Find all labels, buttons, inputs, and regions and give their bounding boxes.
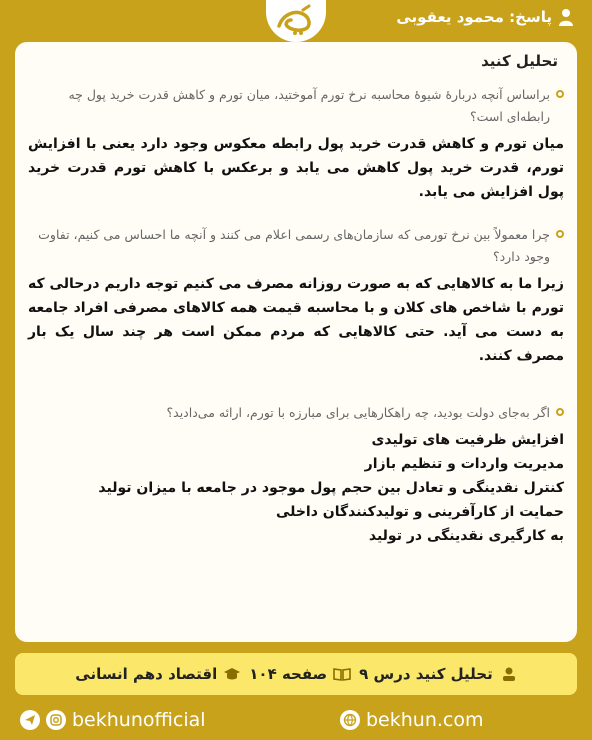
answer-author-label: پاسخ: محمود یعقوبی bbox=[396, 8, 552, 26]
footer bbox=[0, 705, 592, 740]
lesson-label: تحلیل کنید درس ۹ bbox=[359, 665, 493, 683]
question-text: براساس آنچه دربارۀ شیوۀ محاسبه نرخ تورم آموختید، میان تورم و کاهش قدرت خرید پول چه رابطه‌ای است؟ bbox=[68, 87, 550, 124]
answer-author bbox=[396, 8, 574, 26]
social-handle-suffix: official bbox=[142, 709, 206, 731]
social-handle[interactable] bbox=[20, 709, 206, 731]
instagram-icon bbox=[46, 710, 66, 730]
question-text: اگر به‌جای دولت بودید، چه راهکارهایی برای مبارزه با تورم، ارائه می‌دادید؟ bbox=[166, 405, 550, 420]
brand-logo bbox=[266, 0, 326, 42]
social-handle-prefix: bekhun bbox=[72, 709, 143, 731]
exercise-content bbox=[28, 52, 564, 548]
list-item: مدیریت واردات و تنظیم بازار bbox=[364, 456, 564, 472]
question-2 bbox=[28, 224, 564, 268]
page-label: صفحه ۱۰۴ bbox=[249, 665, 328, 683]
lesson-banner bbox=[15, 653, 577, 695]
website-link[interactable] bbox=[340, 709, 484, 731]
question-1 bbox=[28, 84, 564, 128]
bullet-icon bbox=[556, 230, 564, 238]
list-item: کنترل نقدینگی و تعادل بین حجم پول موجود در جامعه با میزان تولید bbox=[98, 480, 564, 496]
list-item: افزایش ظرفیت های تولیدی bbox=[371, 432, 564, 448]
answer-1: میان تورم و کاهش قدرت خرید پول رابطه معکوس وجود دارد یعنی با افزایش تورم، قدرت خرید پول کاهش می یابد و برعکس با کاهش تورم قدرت خرید پول افزایش می یابد. bbox=[28, 136, 564, 200]
question-text: چرا معمولاً بین نرخ تورمی که سازمان‌های رسمی اعلام می کنند و آنچه ما احساس می کنیم، تفاوت وجود دارد؟ bbox=[38, 227, 550, 264]
graduation-cap-icon bbox=[225, 667, 241, 681]
question-3 bbox=[28, 402, 564, 424]
section-heading: تحلیل کنید bbox=[481, 52, 558, 70]
answer-2: زیرا ما به کالاهایی که به صورت روزانه مصرف می کنیم توجه داریم درحالی که تورم با شاخص های کلان و با محاسبه قیمت همه کالاهای مصرفی افراد جامعه به دست می آید. حتی کالاهایی که مردم ممکن است هر چند سال یک بار مصرف کنند. bbox=[28, 276, 564, 364]
course-label: اقتصاد دهم انسانی bbox=[75, 665, 218, 683]
answer-3-list bbox=[28, 428, 564, 548]
top-bar bbox=[0, 0, 592, 40]
list-item: به کارگیری نقدینگی در تولید bbox=[368, 528, 564, 544]
bullet-icon bbox=[556, 408, 564, 416]
book-icon bbox=[335, 667, 351, 681]
globe-icon bbox=[340, 710, 360, 730]
student-icon bbox=[501, 667, 517, 681]
list-item: حمایت از کارآفرینی و تولیدکنندگان داخلی bbox=[275, 504, 564, 520]
user-icon bbox=[558, 8, 574, 26]
telegram-icon bbox=[20, 710, 40, 730]
website-label: bekhun.com bbox=[366, 709, 484, 731]
bullet-icon bbox=[556, 90, 564, 98]
